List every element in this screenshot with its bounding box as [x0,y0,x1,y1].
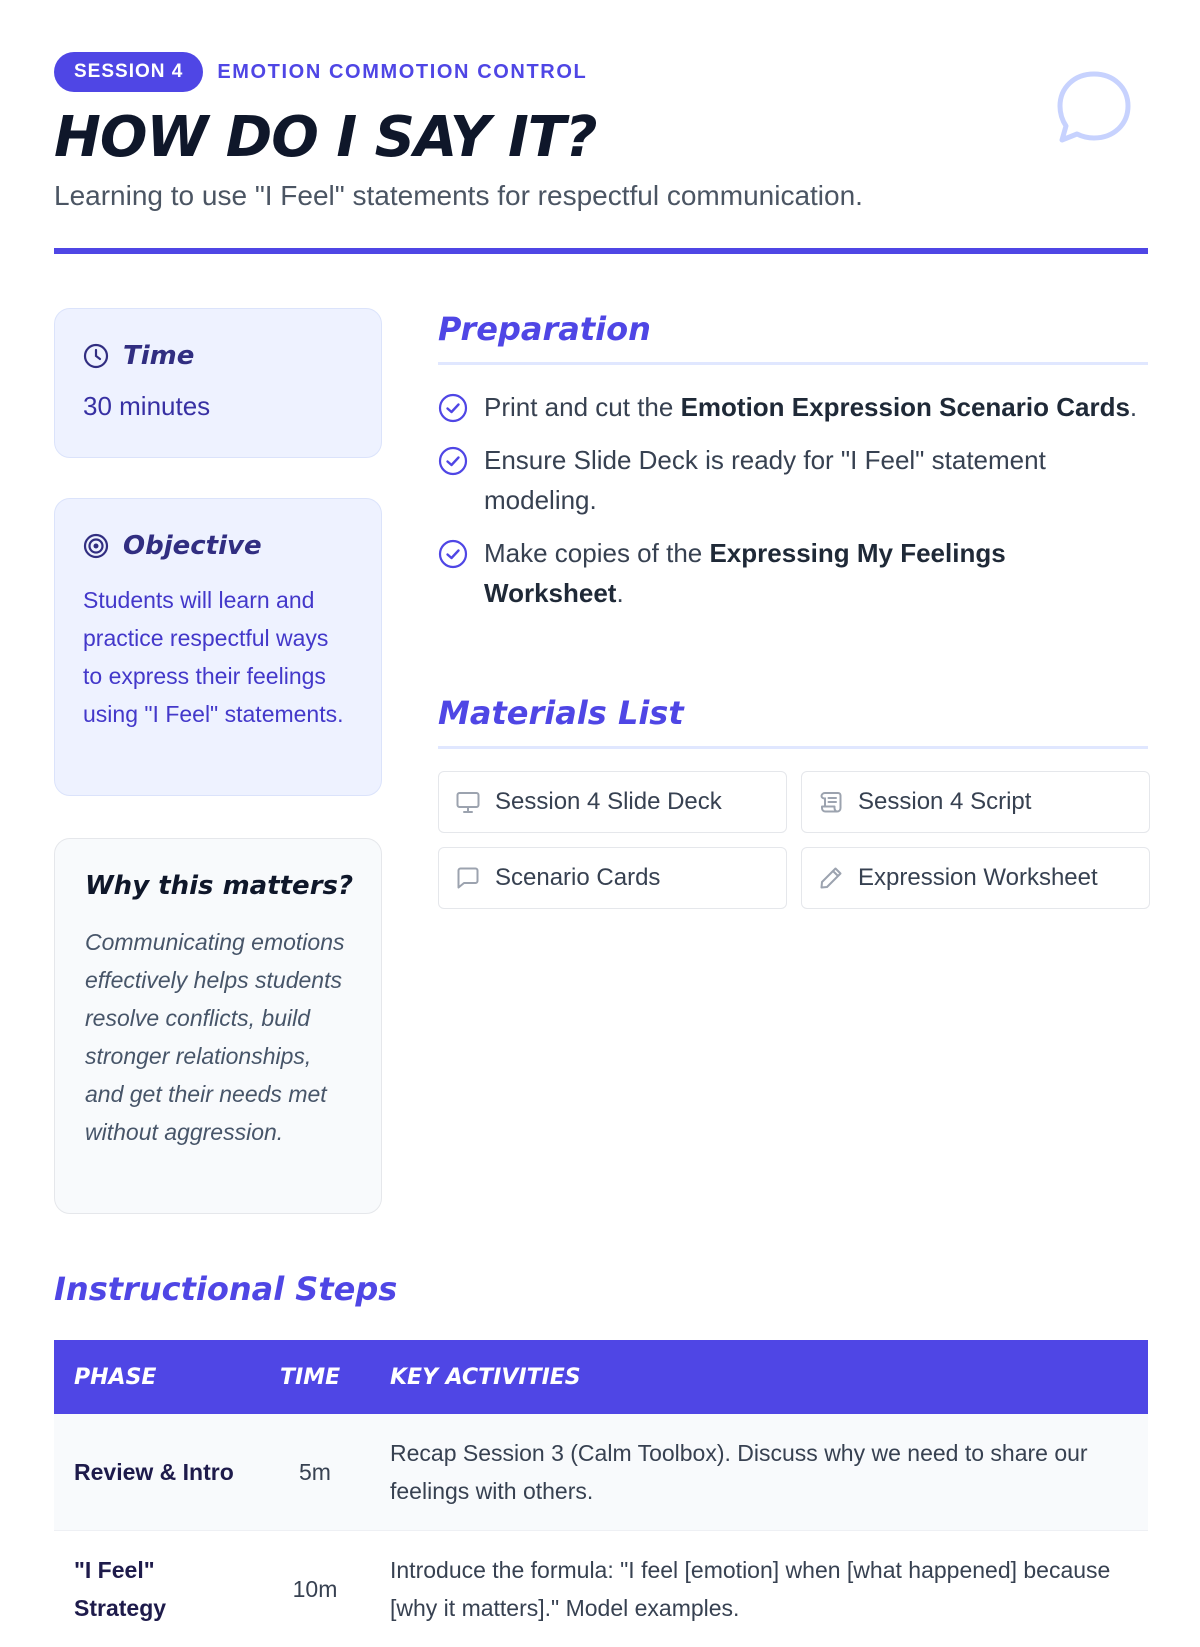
objective-label: Objective [123,531,262,561]
material-label: Expression Worksheet [858,864,1098,892]
material-script[interactable] [801,771,1150,833]
preparation-list [438,387,1148,613]
objective-text: Students will learn and practice respectful ways to express their feelings using "I Feel" statements. [55,561,381,733]
preparation-item-text: Ensure Slide Deck is ready for "I Feel" statement modeling. [484,440,1148,520]
time-value: 30 minutes [55,371,381,422]
materials-grid [438,771,1148,909]
materials-title: Materials List [438,694,1148,732]
time-card-header [55,309,381,371]
activities-cell: Recap Session 3 (Calm Toolbox). Discuss why we need to share our feelings with others. [370,1414,1148,1531]
material-label: Session 4 Slide Deck [495,788,722,816]
page-header [54,52,1148,214]
scroll-icon [818,789,844,815]
materials-divider [438,746,1148,749]
clock-icon [83,343,109,369]
table-header-row [54,1340,1148,1414]
chat-bubble-icon [1054,68,1134,148]
material-label: Session 4 Script [858,788,1031,816]
check-circle-icon [438,446,468,476]
preparation-item [438,387,1148,427]
target-icon [83,533,109,559]
why-card [54,838,382,1214]
column-header-time: TIME [260,1340,370,1414]
preparation-divider [438,362,1148,365]
why-label: Why this matters? [85,871,353,901]
phase-cell: Review & Intro [54,1414,260,1531]
time-cell: 10m [260,1531,370,1647]
why-text: Communicating emotions effectively helps students resolve conflicts, build stronger relationships, and get their needs met without aggression. [55,901,381,1151]
check-circle-icon [438,539,468,569]
check-circle-icon [438,393,468,423]
column-header-phase: PHASE [54,1340,260,1414]
materials-section [438,694,1148,909]
preparation-title: Preparation [438,310,1148,348]
objective-card-header [55,499,381,561]
phase-cell: "I Feel" Strategy [54,1531,260,1647]
preparation-item [438,533,1148,613]
table-row [54,1531,1148,1647]
material-worksheet[interactable] [801,847,1150,909]
why-card-header [55,839,381,901]
activities-cell: Introduce the formula: "I feel [emotion] when [what happened] because [why it matters]." Model examples. [370,1531,1148,1647]
preparation-item [438,440,1148,520]
page-subtitle: Learning to use "I Feel" statements for respectful communication. [54,178,1148,214]
column-header-activities: KEY ACTIVITIES [370,1340,1148,1414]
header-divider [54,248,1148,254]
session-badge: SESSION 4 [54,52,203,92]
monitor-icon [455,789,481,815]
steps-table [54,1340,1148,1647]
badge-row [54,52,1148,92]
preparation-item-text: Make copies of the Expressing My Feelings Worksheet. [484,533,1148,613]
series-title: EMOTION COMMOTION CONTROL [217,61,587,84]
table-row [54,1414,1148,1531]
time-label: Time [123,341,194,371]
preparation-section [438,310,1148,626]
time-cell: 5m [260,1414,370,1531]
material-label: Scenario Cards [495,864,660,892]
page-title: HOW DO I SAY IT? [54,106,1148,170]
objective-card [54,498,382,796]
time-card [54,308,382,458]
message-square-icon [455,865,481,891]
preparation-item-text: Print and cut the Emotion Expression Scenario Cards. [484,387,1137,427]
material-slide-deck[interactable] [438,771,787,833]
pencil-icon [818,865,844,891]
material-scenario-cards[interactable] [438,847,787,909]
steps-title: Instructional Steps [54,1270,397,1308]
